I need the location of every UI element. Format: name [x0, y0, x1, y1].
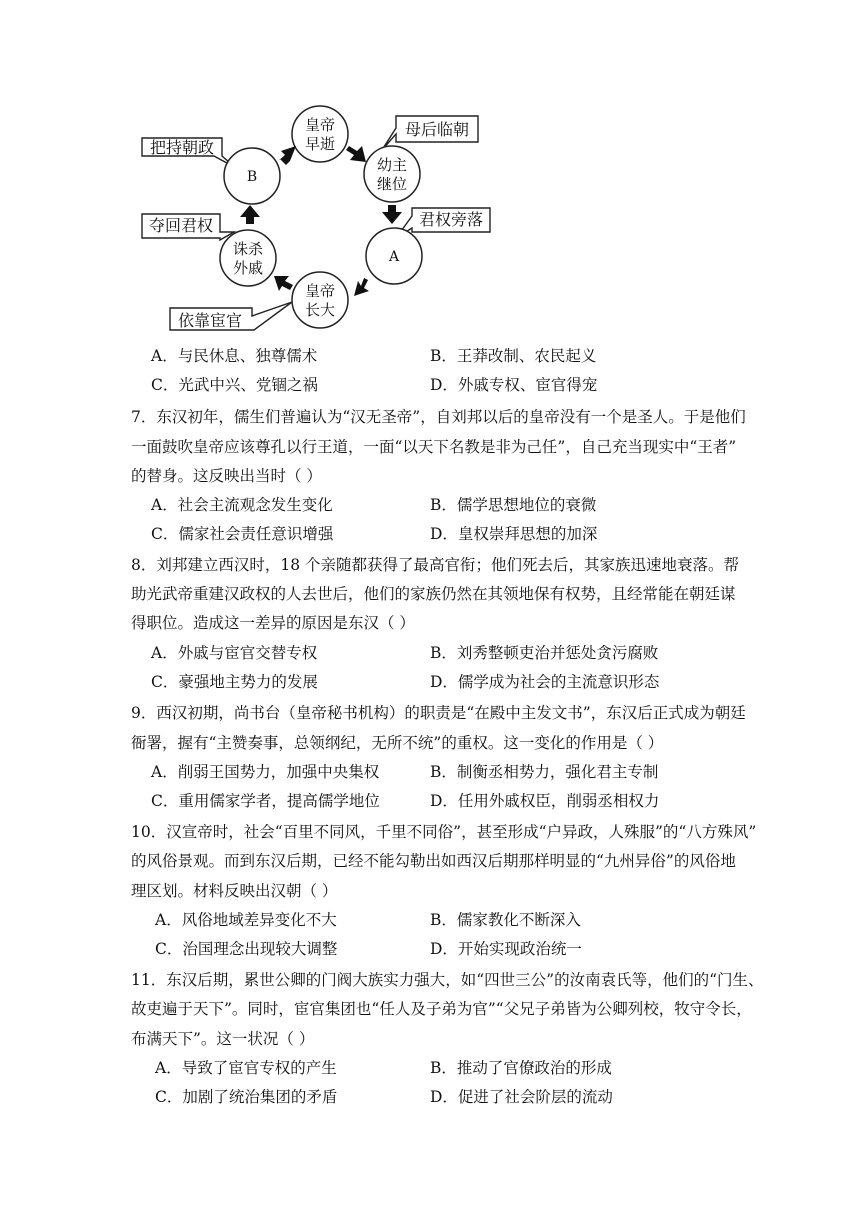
q11-stem-line-2: 故吏遍于天下”。同时，宦官集团也“任人及子弟为官”“父兄子弟皆为公卿列校，牧守令长，	[131, 1000, 752, 1018]
q9-option-d[interactable]: D．任用外戚权臣，削弱丞相权力	[430, 792, 660, 810]
q8-stem-line-1: 8．刘邦建立西汉时，18 个亲随都获得了最高官衔；他们死去后，其家族迅速地衰落。帮	[131, 556, 740, 574]
q9-option-a[interactable]: A．削弱王国势力，加强中央集权	[151, 763, 380, 781]
q10-option-c[interactable]: C．治国理念出现较大调整	[155, 940, 338, 958]
node-young-ruler	[364, 146, 420, 202]
node-kill-relatives-line2: 外戚	[232, 259, 264, 277]
arrow-grown-to-kill	[274, 276, 293, 291]
node-young-ruler-line2: 继位	[376, 175, 408, 193]
node-kill-relatives-line1: 诛杀	[232, 240, 264, 258]
callout-control-court	[142, 138, 236, 168]
node-emperor-grown	[292, 272, 348, 328]
q7-stem-line-3: 的替身。这反映出当时（ ）	[131, 467, 322, 485]
arrow-early-death-to-young	[346, 146, 366, 162]
node-emperor-grown-line1: 皇帝	[304, 282, 336, 300]
q7-stem-line-2: 一面鼓吹皇帝应该尊孔以行王道，一面“以天下名教是非为己任”，自己充当现实中“王者”	[131, 438, 737, 456]
q9-option-b[interactable]: B．制衡丞相势力，强化君主专制	[430, 763, 659, 781]
q7-stem-line-1: 7．东汉初年，儒生们普遍认为“汉无圣帝”，自刘邦以后的皇帝没有一个是圣人。于是他们	[131, 408, 746, 426]
node-young-ruler-line1: 幼主	[376, 156, 408, 174]
node-a	[366, 228, 422, 284]
arrow-b-to-early-death	[278, 146, 296, 165]
q9-stem-line-2: 衙署，握有“主赞奏事，总领纲纪，无所不统”的重权。这一变化的作用是（ ）	[131, 734, 664, 752]
q11-stem-line-3: 布满天下”。这一状况（ ）	[131, 1030, 315, 1048]
q11-option-d[interactable]: D．促进了社会阶层的流动	[430, 1088, 613, 1106]
q7-option-d[interactable]: D．皇权崇拜思想的加深	[430, 525, 598, 543]
q7-option-b[interactable]: B．儒学思想地位的衰微	[430, 496, 597, 514]
q10-option-d[interactable]: D．开始实现政治统一	[430, 940, 582, 958]
q6-option-b[interactable]: B．王莽改制、农民起义	[430, 347, 597, 365]
q8-option-a[interactable]: A．外戚与宦官交替专权	[151, 644, 318, 662]
callout-rely-eunuchs-text: 依靠宦官	[177, 311, 243, 330]
q11-option-c[interactable]: C．加剧了统治集团的矛盾	[155, 1088, 338, 1106]
node-b-label: B	[246, 169, 258, 185]
callout-control-court-text: 把持朝政	[149, 138, 215, 157]
power-cycle-svg	[130, 104, 510, 340]
q7-option-c[interactable]: C．儒家社会责任意识增强	[151, 525, 334, 543]
callout-regency	[382, 116, 478, 150]
q11-stem-line-1: 11．东汉后期，累世公卿的门阀大族实力强大，如“四世三公”的汝南袁氏等，他们的“门生、	[131, 971, 764, 989]
node-kill-relatives	[220, 230, 276, 286]
arrow-kill-to-b	[240, 205, 260, 224]
q6-option-c[interactable]: C．光武中兴、党锢之祸	[151, 376, 318, 394]
q6-option-d[interactable]: D．外戚专权、宦官得宠	[430, 376, 598, 394]
node-b	[224, 148, 280, 204]
q9-stem-line-1: 9．西汉初期，尚书台（皇帝秘书机构）的职责是“在殿中主发文书”，东汉后正式成为朝廷	[131, 704, 746, 722]
callout-regain-power	[142, 214, 234, 240]
q11-option-b[interactable]: B．推动了官僚政治的形成	[430, 1059, 612, 1077]
power-cycle-diagram	[130, 104, 510, 340]
node-emperor-early-death-line1: 皇帝	[304, 116, 336, 134]
q10-option-a[interactable]: A．风俗地域差异变化不大	[155, 911, 337, 929]
q7-option-a[interactable]: A．社会主流观念发生变化	[151, 496, 333, 514]
q10-stem-line-1: 10．汉宣帝时，社会“百里不同风，千里不同俗”，甚至形成“户异政，人殊服”的“八方殊风”	[131, 823, 757, 841]
q11-option-a[interactable]: A．导致了宦官专权的产生	[155, 1059, 337, 1077]
q8-option-d[interactable]: D．儒学成为社会的主流意识形态	[430, 673, 660, 691]
q8-option-c[interactable]: C．豪强地主势力的发展	[151, 673, 318, 691]
q8-stem-line-2: 助光武帝重建汉政权的人去世后，他们的家族仍然在其领地保有权势，且经常能在朝廷谋	[131, 585, 736, 603]
node-emperor-grown-line2: 长大	[304, 301, 336, 319]
callout-regain-power-text: 夺回君权	[148, 216, 214, 235]
q8-option-b[interactable]: B．刘秀整顿吏治并惩处贪污腐败	[430, 644, 659, 662]
q9-option-c[interactable]: C．重用儒家学者，提高儒学地位	[151, 792, 380, 810]
node-emperor-early-death-line2: 早逝	[304, 135, 336, 153]
callout-power-declines-text: 君权旁落	[418, 210, 484, 229]
callout-regency-text: 母后临朝	[404, 120, 470, 139]
callout-rely-eunuchs	[170, 302, 292, 330]
arrow-young-to-a	[382, 205, 402, 224]
node-emperor-early-death	[292, 106, 348, 162]
q10-stem-line-2: 的风俗景观。而到东汉后期，已经不能勾勒出如西汉后期那样明显的“九州异俗”的风俗地	[131, 852, 736, 870]
arrow-a-to-grown	[354, 278, 369, 296]
node-a-label: A	[388, 249, 400, 265]
q6-option-a[interactable]: A．与民休息、独尊儒术	[151, 347, 318, 365]
q8-stem-line-3: 得职位。造成这一差异的原因是东汉（ ）	[131, 614, 415, 632]
q10-stem-line-3: 理区划。材料反映出汉朝（ ）	[131, 882, 338, 900]
q10-option-b[interactable]: B．儒家教化不断深入	[430, 911, 581, 929]
